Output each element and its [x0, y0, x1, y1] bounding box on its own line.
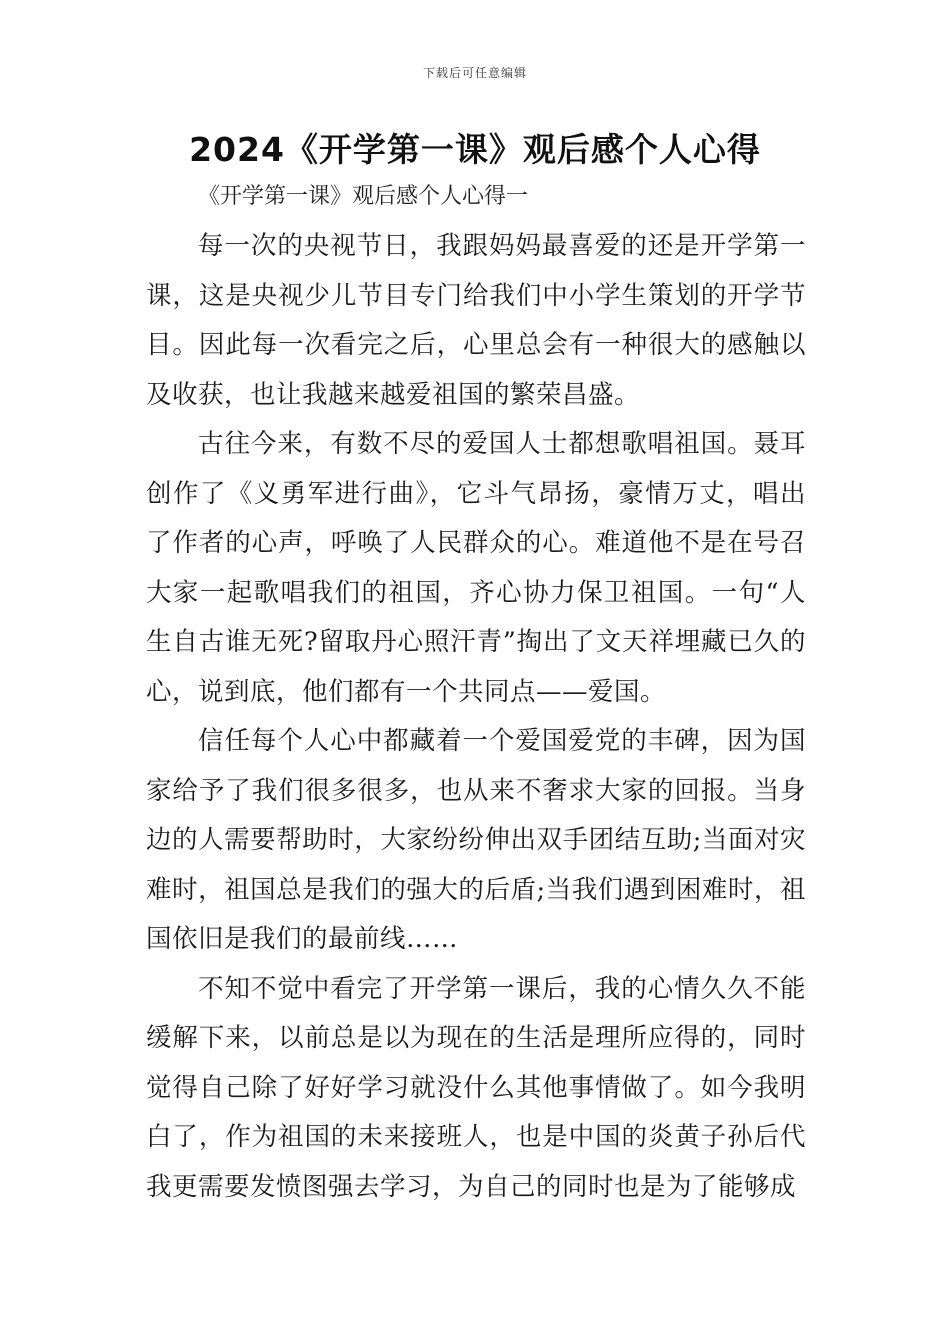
- document-body: [146, 182, 806, 1212]
- section-subtitle: 《开学第一课》观后感个人心得一: [198, 184, 529, 209]
- paragraph-1: 每一次的央视节日，我跟妈妈最喜爱的还是开学第一课，这是央视少儿节目专门给我们中小学生策划的开学节目。因此每一次看完之后，心里总会有一种很大的感触以及收获，也让我越来越爱祖国的繁荣昌盛。: [146, 231, 806, 410]
- paragraph-3: 信任每个人心中都藏着一个爱国爱党的丰碑，因为国家给予了我们很多很多，也从来不奢求大家的回报。当身边的人需要帮助时，大家纷纷伸出双手团结互助;当面对灾难时，祖国总是我们的强大的后盾;当我们遇到困难时，祖国依旧是我们的最前线……: [146, 726, 806, 954]
- document-title: 2024《开学第一课》观后感个人心得: [189, 130, 761, 169]
- paragraph-2: 古往今来，有数不尽的爱国人士都想歌唱祖国。聂耳创作了《义勇军进行曲》，它斗气昂扬，豪情万丈，唱出了作者的心声，呼唤了人民群众的心。难道他不是在号召大家一起歌唱我们的祖国，齐心协力保卫祖国。一句“人生自古谁无死?留取丹心照汗青”掏出了文天祥埋藏已久的心，说到底，他们都有一个共同点——爱国。: [146, 429, 806, 707]
- header-note: 下载后可任意编辑: [422, 66, 527, 80]
- paragraph-4: 不知不觉中看完了开学第一课后，我的心情久久不能缓解下来，以前总是以为现在的生活是理所应得的，同时觉得自己除了好好学习就没什么其他事情做了。如今我明白了，作为祖国的未来接班人，也是中国的炎黄子孙后代我更需要发愤图强去学习，为自己的同时也是为了能够成: [146, 973, 806, 1202]
